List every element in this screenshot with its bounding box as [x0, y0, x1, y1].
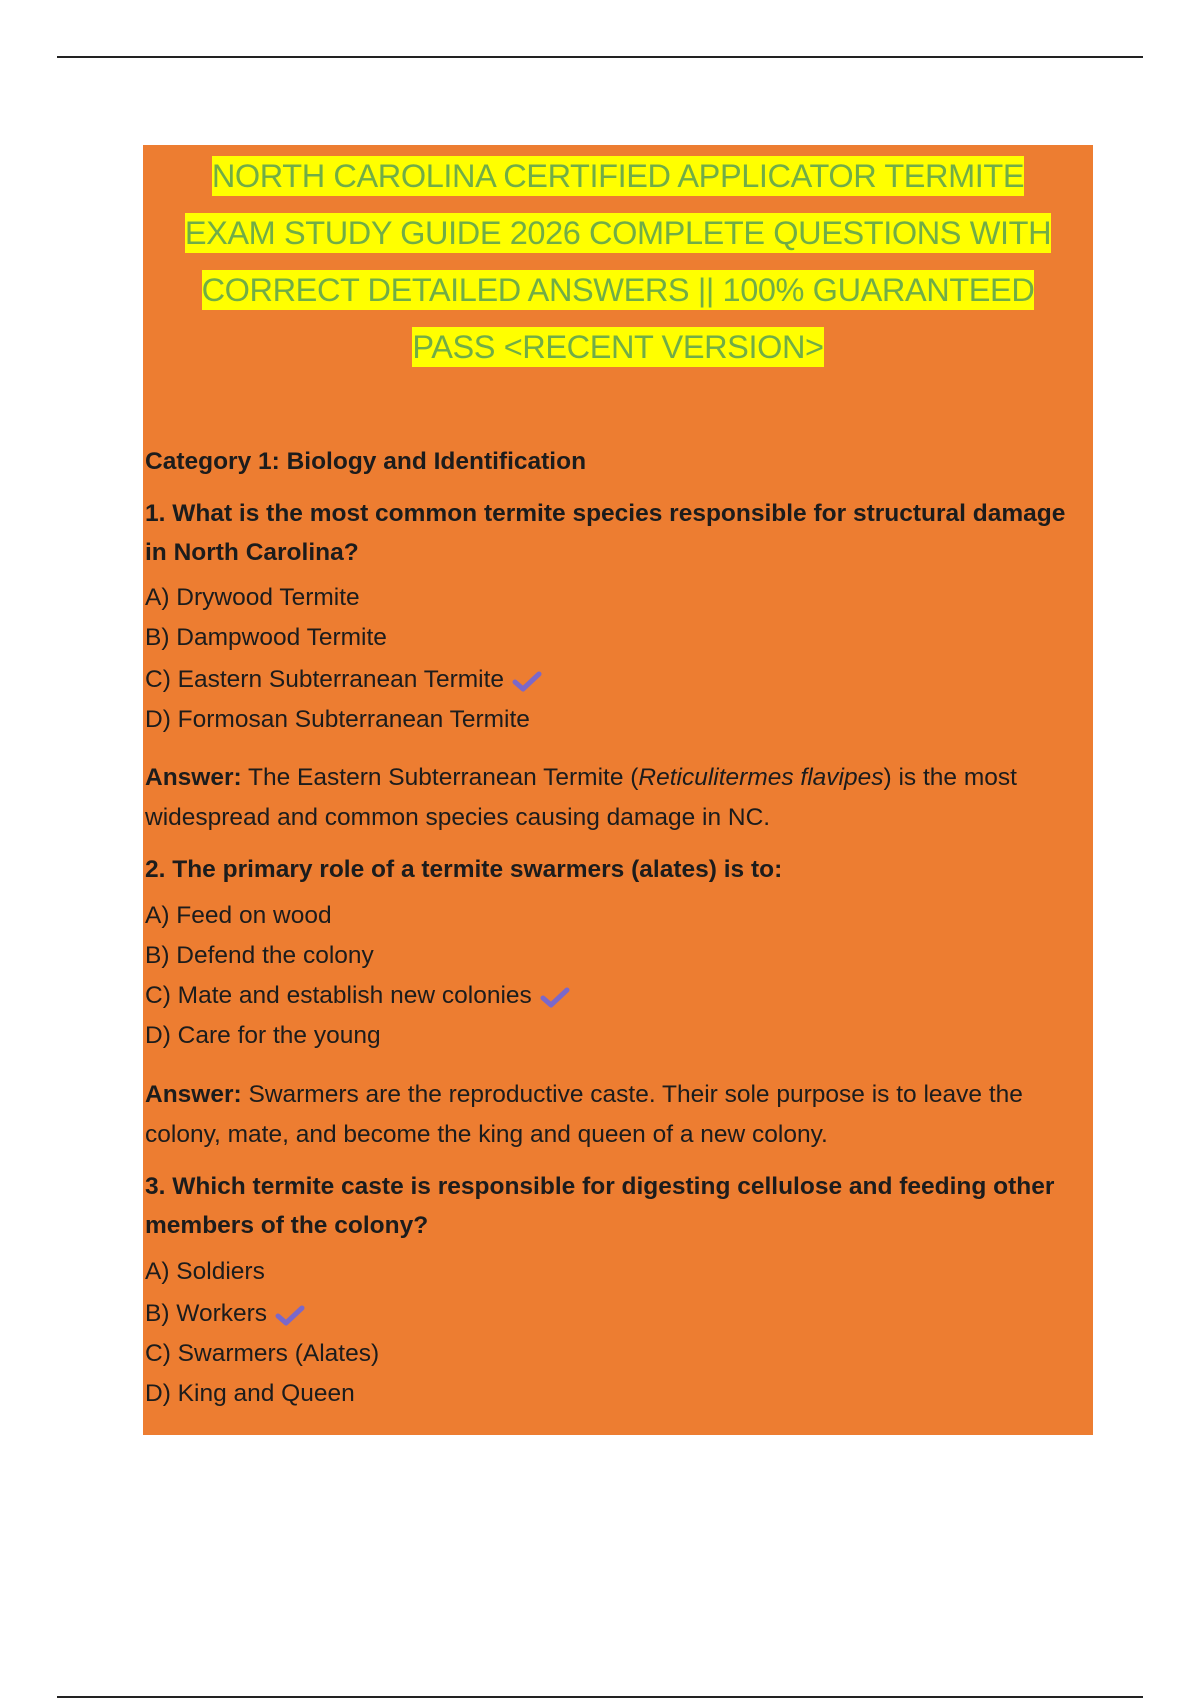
question-1-option-b: B) Dampwood Termite — [145, 624, 387, 651]
header-rule — [57, 56, 1143, 58]
title-line-3: CORRECT DETAILED ANSWERS || 100% GUARANTEED — [201, 272, 1035, 308]
question-1-option-a: A) Drywood Termite — [145, 584, 360, 611]
species-name: Reticulitermes flavipes — [638, 764, 884, 791]
question-3-option-c: C) Swarmers (Alates) — [145, 1340, 380, 1367]
document-title — [143, 148, 1093, 376]
question-2-option-a: A) Feed on wood — [145, 902, 332, 929]
question-2-option-c: C) Mate and establish new colonies — [145, 982, 570, 1010]
question-2-option-b: B) Defend the colony — [145, 942, 374, 969]
question-3-option-b: B) Workers — [145, 1300, 305, 1328]
question-2: 2. The primary role of a termite swarmers (alates) is to: — [145, 856, 783, 883]
question-3-option-a: A) Soldiers — [145, 1258, 265, 1285]
answer-label: Answer: — [145, 1081, 242, 1108]
checkmark-icon — [512, 670, 542, 692]
title-line-2: EXAM STUDY GUIDE 2026 COMPLETE QUESTIONS WITH — [184, 215, 1052, 251]
title-line-1: NORTH CAROLINA CERTIFIED APPLICATOR TERMITE — [211, 158, 1025, 194]
answer-label: Answer: — [145, 764, 242, 791]
question-2-answer: Answer: Swarmers are the reproductive caste. Their sole purpose is to leave the colony, mate, and become the king and queen of a new colony. — [145, 1081, 1023, 1148]
category-heading: Category 1: Biology and Identification — [145, 448, 587, 475]
question-1-answer: Answer: The Eastern Subterranean Termite (Reticulitermes flavipes) is the most widespread and common species causing damage in NC. — [145, 764, 1017, 831]
question-3: 3. Which termite caste is responsible for digesting cellulose and feeding other members of the colony? — [145, 1173, 1055, 1239]
question-1-option-c: C) Eastern Subterranean Termite — [145, 666, 542, 694]
question-1: 1. What is the most common termite species responsible for structural damage in North Carolina? — [145, 500, 1066, 566]
footer-rule — [57, 1696, 1143, 1698]
checkmark-icon — [540, 986, 570, 1008]
checkmark-icon — [275, 1304, 305, 1326]
question-2-option-d: D) Care for the young — [145, 1022, 381, 1049]
question-3-option-d: D) King and Queen — [145, 1380, 355, 1407]
question-1-option-d: D) Formosan Subterranean Termite — [145, 706, 530, 733]
title-line-4: PASS <RECENT VERSION> — [412, 329, 824, 365]
